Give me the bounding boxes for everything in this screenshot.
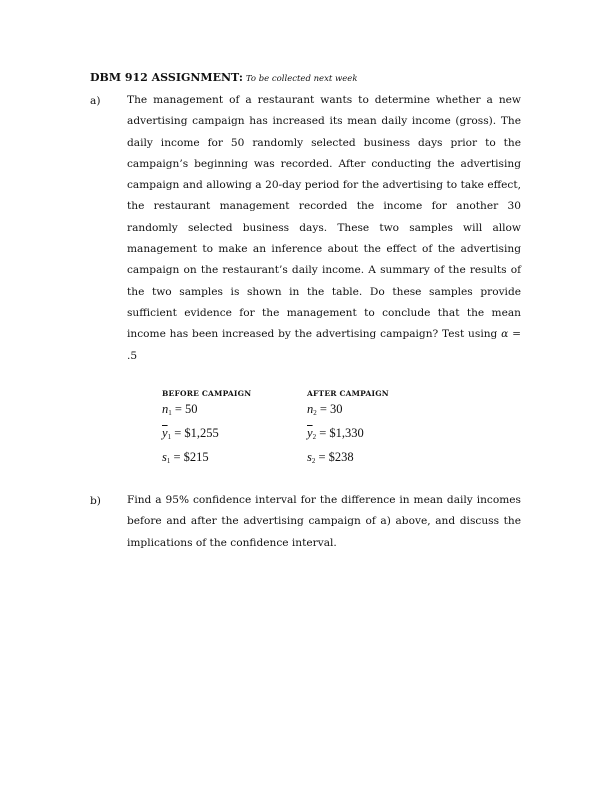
question-text — [127, 90, 521, 367]
assignment-due-note: To be collected next week — [245, 74, 358, 84]
sample-mean: $\overline{y}_2$ = $1,330 — [307, 426, 364, 441]
assignment-heading — [90, 71, 358, 84]
before-campaign-column — [162, 389, 312, 465]
alpha-symbol: α — [501, 328, 509, 341]
assignment-title: DBM 912 ASSIGNMENT: — [90, 71, 243, 84]
question-label: b) — [90, 495, 101, 507]
question-a-text: The management of a restaurant wants to determine whether a new advertising campaign has increased its mean daily income (gross). The daily income for 50 randomly selected business days prior to the campaign’s beginning was recorded. After conducting the advertising campaign and allowing a 20-day period for the advertising to take effect, the restaurant management recorded the income for another 30 randomly selected business days. These two samples will allow management to make an inference about the effect of the advertising campaign on the restaurant’s daily income. A summary of the results of the two samples is shown in the table. Do these samples provide sufficient evidence for the management to conclude that the mean income has been increased by the advertising campaign? Test using — [127, 94, 521, 341]
column-header: AFTER CAMPAIGN — [307, 389, 389, 398]
sample-std-dev: $s_2$ = $238 — [307, 450, 354, 465]
sample-std-dev: $s_1$ = $215 — [162, 450, 209, 465]
column-header: BEFORE CAMPAIGN — [162, 389, 252, 398]
alpha-value: = .5 — [127, 328, 521, 362]
sample-size: $n_2 = 30$ — [307, 402, 343, 417]
sample-mean: $\overline{y}_1$ = $1,255 — [162, 426, 219, 441]
sample-size: $n_1 = 50$ — [162, 402, 198, 417]
question-label: a) — [90, 95, 101, 107]
after-campaign-column — [307, 389, 457, 465]
question-text: Find a 95% confidence interval for the difference in mean daily incomes before and after the advertising campaign of a) above, and discuss the implications of the confidence interval. — [127, 494, 521, 549]
